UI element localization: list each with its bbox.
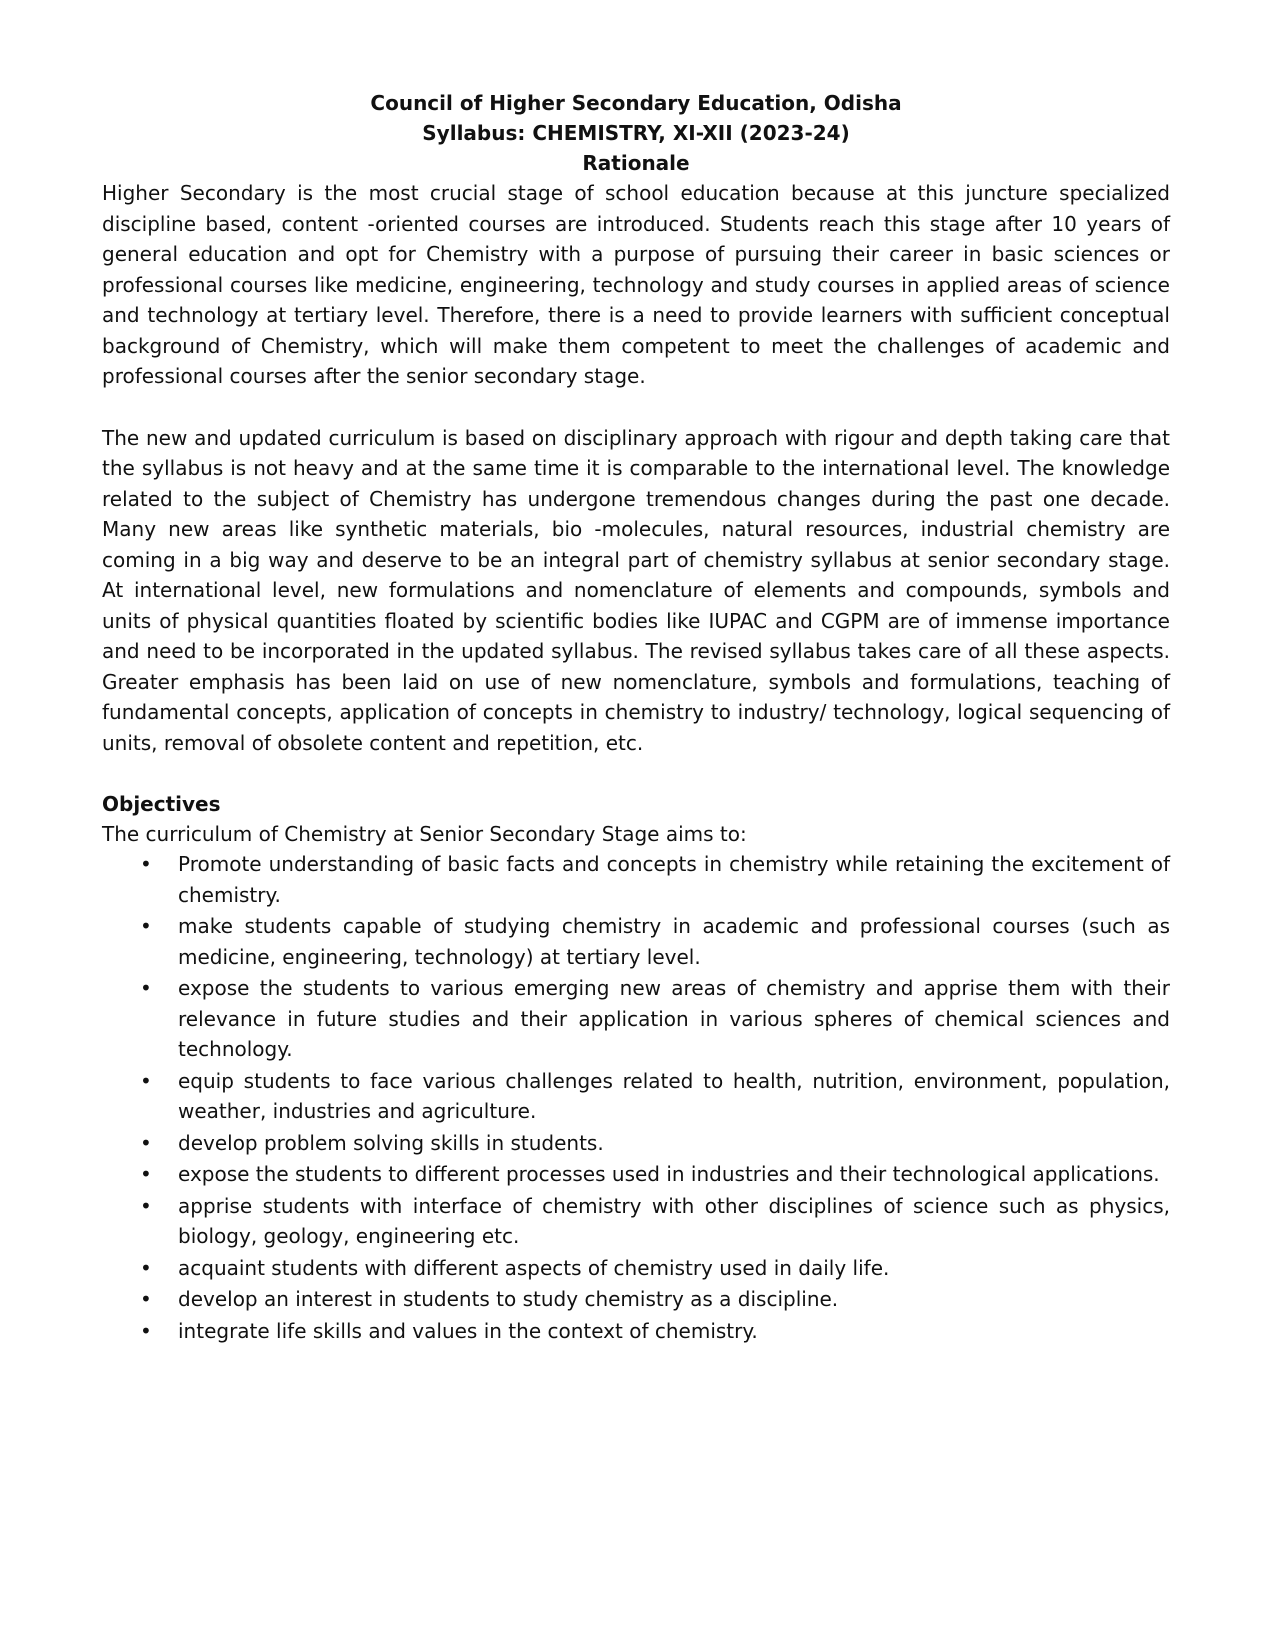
paragraph-spacer xyxy=(102,758,1170,789)
bullet-icon: • xyxy=(140,1068,152,1093)
objective-item xyxy=(102,849,1170,910)
syllabus-title: Syllabus: CHEMISTRY, XI-XII (2023-24) xyxy=(422,121,850,145)
objectives-list xyxy=(102,849,1170,1346)
objective-item xyxy=(102,1066,1170,1127)
bullet-icon: • xyxy=(140,1255,152,1280)
objective-item xyxy=(102,1128,1170,1159)
objective-text: make students capable of studying chemistry in academic and professional courses (such as medicine, engineering, technology) at tertiary level. xyxy=(178,914,1170,969)
objective-text: expose the students to different processes used in industries and their technological applications. xyxy=(178,1162,1160,1186)
objective-text: apprise students with interface of chemistry with other disciplines of science such as physics, biology, geology, engineering etc. xyxy=(178,1193,1170,1248)
bullet-icon: • xyxy=(140,1130,152,1155)
objective-item xyxy=(102,973,1170,1065)
objective-item xyxy=(102,1316,1170,1347)
paragraph-spacer xyxy=(102,392,1170,423)
document-header xyxy=(102,88,1170,178)
objective-item xyxy=(102,1284,1170,1315)
objective-item xyxy=(102,911,1170,972)
bullet-icon: • xyxy=(140,1162,152,1186)
bullet-icon: • xyxy=(140,1287,152,1311)
objective-text: develop problem solving skills in students. xyxy=(178,1130,604,1155)
rationale-paragraph-1: Higher Secondary is the most crucial stage of school education because at this juncture specialized discipline based, content -oriented courses are introduced. Students reach this stage after 10 years of general education and opt for Chemistry with a purpose of pursuing their career in basic sciences or professional courses like medicine, engineering, technology and study courses in applied areas of science and technology at tertiary level. Therefore, there is a need to provide learners with sufficient conceptual background of Chemistry, which will make them competent to meet the challenges of academic and professional courses after the senior secondary stage. xyxy=(102,181,1170,388)
objectives-intro: The curriculum of Chemistry at Senior Secondary Stage aims to: xyxy=(102,822,747,846)
objectives-heading: Objectives xyxy=(102,792,221,816)
bullet-icon: • xyxy=(140,1193,152,1218)
objective-item xyxy=(102,1159,1170,1190)
objective-text: equip students to face various challenges related to health, nutrition, environment, population, weather, industries and agriculture. xyxy=(178,1068,1170,1123)
bullet-icon: • xyxy=(140,976,152,1000)
document-page xyxy=(102,88,1170,1347)
objective-text: expose the students to various emerging new areas of chemistry and apprise them with their relevance in future studies and their application in various spheres of chemical sciences and technology. xyxy=(178,976,1170,1061)
bullet-icon: • xyxy=(140,852,152,876)
bullet-icon: • xyxy=(140,914,152,938)
objective-text: Promote understanding of basic facts and concepts in chemistry while retaining the excitement of chemistry. xyxy=(178,852,1170,907)
rationale-heading: Rationale xyxy=(582,151,690,175)
objective-text: acquaint students with different aspects of chemistry used in daily life. xyxy=(178,1255,890,1280)
objective-item xyxy=(102,1191,1170,1252)
objective-text: develop an interest in students to study chemistry as a discipline. xyxy=(178,1287,839,1311)
rationale-paragraph-2: The new and updated curriculum is based on disciplinary approach with rigour and depth taking care that the syllabus is not heavy and at the same time it is comparable to the international level. The knowledge related to the subject of Chemistry has undergone tremendous changes during the past one decade. Many new areas like synthetic materials, bio -molecules, natural resources, industrial chemistry are coming in a big way and deserve to be an integral part of chemistry syllabus at senior secondary stage. At international level, new formulations and nomenclature of elements and compounds, symbols and units of physical quantities floated by scientific bodies like IUPAC and CGPM are of immense importance and need to be incorporated in the updated syllabus. The revised syllabus takes care of all these aspects. Greater emphasis has been laid on use of new nomenclature, symbols and formulations, teaching of fundamental concepts, application of concepts in chemistry to industry/ technology, logical sequencing of units, removal of obsolete content and repetition, etc. xyxy=(102,425,1170,755)
objective-text: integrate life skills and values in the context of chemistry. xyxy=(178,1318,758,1343)
objective-item xyxy=(102,1253,1170,1284)
bullet-icon: • xyxy=(140,1318,152,1343)
council-title: Council of Higher Secondary Education, Odisha xyxy=(370,91,902,115)
